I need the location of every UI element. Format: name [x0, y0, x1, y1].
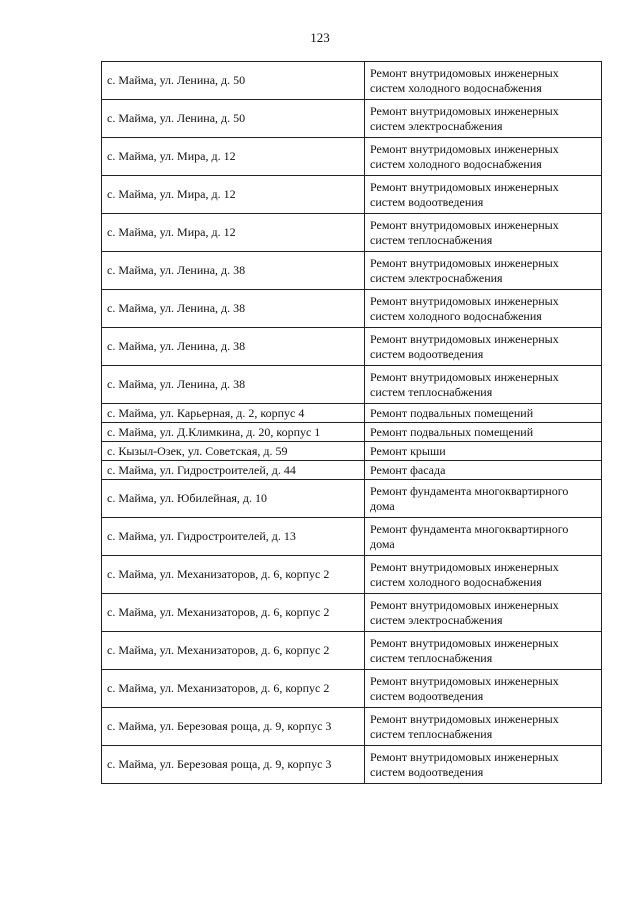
table-row: [102, 423, 602, 442]
address-cell: с. Майма, ул. Мира, д. 12: [102, 214, 365, 252]
work-cell: Ремонт внутридомовых инженерных систем электроснабжения: [365, 594, 602, 632]
table-row: [102, 214, 602, 252]
work-cell: Ремонт внутридомовых инженерных систем водоотведения: [365, 328, 602, 366]
work-cell: Ремонт фундамента многоквартирного дома: [365, 518, 602, 556]
address-cell: с. Кызыл-Озек, ул. Советская, д. 59: [102, 442, 365, 461]
table-row: [102, 366, 602, 404]
work-cell: Ремонт внутридомовых инженерных систем холодного водоснабжения: [365, 138, 602, 176]
table-row: [102, 518, 602, 556]
work-cell: Ремонт внутридомовых инженерных систем теплоснабжения: [365, 708, 602, 746]
address-cell: с. Майма, ул. Механизаторов, д. 6, корпус 2: [102, 632, 365, 670]
address-cell: с. Майма, ул. Механизаторов, д. 6, корпус 2: [102, 670, 365, 708]
table-row: [102, 328, 602, 366]
works-table: [101, 61, 602, 784]
table-row: [102, 62, 602, 100]
table-row: [102, 670, 602, 708]
work-cell: Ремонт внутридомовых инженерных систем водоотведения: [365, 670, 602, 708]
table-row: [102, 290, 602, 328]
address-cell: с. Майма, ул. Мира, д. 12: [102, 176, 365, 214]
work-cell: Ремонт подвальных помещений: [365, 404, 602, 423]
work-cell: Ремонт фасада: [365, 461, 602, 480]
address-cell: с. Майма, ул. Ленина, д. 50: [102, 100, 365, 138]
table-row: [102, 480, 602, 518]
work-cell: Ремонт фундамента многоквартирного дома: [365, 480, 602, 518]
table-row: [102, 746, 602, 784]
work-cell: Ремонт внутридомовых инженерных систем электроснабжения: [365, 100, 602, 138]
address-cell: с. Майма, ул. Д.Климкина, д. 20, корпус 1: [102, 423, 365, 442]
table-row: [102, 404, 602, 423]
address-cell: с. Майма, ул. Ленина, д. 38: [102, 366, 365, 404]
address-cell: с. Майма, ул. Карьерная, д. 2, корпус 4: [102, 404, 365, 423]
table-row: [102, 100, 602, 138]
table-row: [102, 632, 602, 670]
address-cell: с. Майма, ул. Ленина, д. 38: [102, 290, 365, 328]
page-number: 123: [310, 30, 330, 45]
address-cell: с. Майма, ул. Ленина, д. 50: [102, 62, 365, 100]
address-cell: с. Майма, ул. Березовая роща, д. 9, корпус 3: [102, 708, 365, 746]
table-row: [102, 556, 602, 594]
table-row: [102, 594, 602, 632]
work-cell: Ремонт внутридомовых инженерных систем водоотведения: [365, 176, 602, 214]
address-cell: с. Майма, ул. Механизаторов, д. 6, корпус 2: [102, 556, 365, 594]
address-cell: с. Майма, ул. Березовая роща, д. 9, корпус 3: [102, 746, 365, 784]
work-cell: Ремонт внутридомовых инженерных систем холодного водоснабжения: [365, 290, 602, 328]
table-row: [102, 461, 602, 480]
address-cell: с. Майма, ул. Мира, д. 12: [102, 138, 365, 176]
table-row: [102, 252, 602, 290]
table-row: [102, 138, 602, 176]
address-cell: с. Майма, ул. Механизаторов, д. 6, корпус 2: [102, 594, 365, 632]
work-cell: Ремонт подвальных помещений: [365, 423, 602, 442]
address-cell: с. Майма, ул. Ленина, д. 38: [102, 252, 365, 290]
address-cell: с. Майма, ул. Юбилейная, д. 10: [102, 480, 365, 518]
table-row: [102, 708, 602, 746]
address-cell: с. Майма, ул. Гидростроителей, д. 13: [102, 518, 365, 556]
address-cell: с. Майма, ул. Гидростроителей, д. 44: [102, 461, 365, 480]
work-cell: Ремонт внутридомовых инженерных систем холодного водоснабжения: [365, 62, 602, 100]
work-cell: Ремонт внутридомовых инженерных систем теплоснабжения: [365, 214, 602, 252]
work-cell: Ремонт крыши: [365, 442, 602, 461]
table-row: [102, 176, 602, 214]
address-cell: с. Майма, ул. Ленина, д. 38: [102, 328, 365, 366]
work-cell: Ремонт внутридомовых инженерных систем теплоснабжения: [365, 366, 602, 404]
work-cell: Ремонт внутридомовых инженерных систем водоотведения: [365, 746, 602, 784]
work-cell: Ремонт внутридомовых инженерных систем холодного водоснабжения: [365, 556, 602, 594]
work-cell: Ремонт внутридомовых инженерных систем электроснабжения: [365, 252, 602, 290]
table-row: [102, 442, 602, 461]
work-cell: Ремонт внутридомовых инженерных систем теплоснабжения: [365, 632, 602, 670]
